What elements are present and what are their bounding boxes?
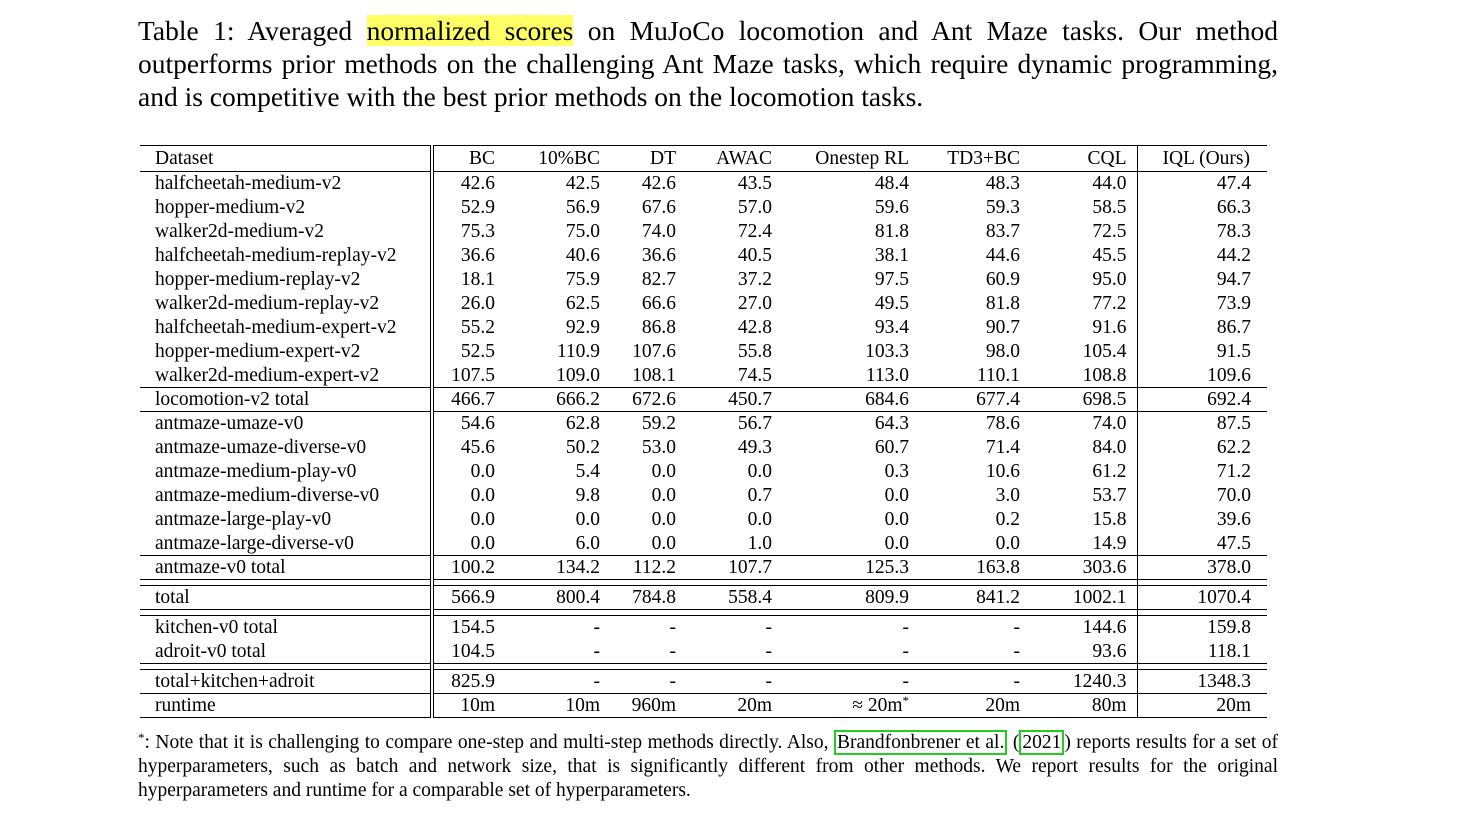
score-cell: 78.6	[920, 412, 1032, 436]
score-cell: 90.7	[985, 317, 1020, 338]
score-cell: 684.6	[780, 388, 920, 412]
score-cell: 0.0	[651, 485, 676, 506]
score-cell: 800.4	[502, 586, 606, 610]
score-cell: -	[593, 640, 600, 662]
dataset-name-cell: walker2d-medium-v2	[140, 220, 432, 244]
score-cell: 47.4	[1216, 173, 1251, 195]
score-cell: 0.0	[651, 532, 676, 554]
dataset-name-cell: antmaze-umaze-diverse-v0	[140, 436, 432, 460]
score-cell: 74.0	[641, 221, 676, 242]
score-cell: 49.3	[737, 437, 772, 458]
dataset-name-cell: kitchen-v0 total	[140, 616, 432, 640]
score-cell: 74.0	[1032, 412, 1137, 436]
score-cell: 80m	[1032, 694, 1137, 718]
score-cell: -	[683, 616, 780, 640]
dataset-name-cell: halfcheetah-medium-expert-v2	[140, 316, 432, 340]
score-cell: 15.8	[1032, 508, 1137, 532]
score-cell: 0.0	[651, 461, 676, 482]
score-cell: 42.6	[641, 173, 676, 195]
dataset-name-cell: walker2d-medium-expert-v2	[140, 364, 432, 388]
score-cell: 105.4	[1032, 340, 1137, 364]
score-cell: 59.3	[985, 197, 1020, 218]
score-cell: 159.8	[1137, 616, 1267, 640]
dataset-name-cell: antmaze-large-diverse-v0	[140, 532, 432, 556]
score-cell: 61.2	[1032, 460, 1137, 484]
score-cell: 48.4	[874, 173, 909, 195]
score-cell: 100.2	[432, 556, 502, 580]
score-cell: 163.8	[920, 556, 1032, 580]
dataset-name-cell: runtime	[140, 694, 432, 718]
score-cell: 56.9	[565, 197, 600, 218]
dataset-name-cell: halfcheetah-medium-v2	[140, 172, 432, 196]
score-cell: 672.6	[606, 388, 683, 412]
score-cell: 103.3	[865, 341, 909, 362]
score-cell: 98.0	[985, 341, 1020, 362]
score-cell: 53.0	[641, 437, 676, 458]
caption-suffix: on MuJoCo locomotion and Ant Maze tasks. Our method outperforms prior methods on the challenging Ant Maze tasks, which require dynamic programming, and is competitive with the best prior methods on the locomotion tasks.	[138, 15, 1278, 112]
score-cell: 78.3	[1216, 221, 1251, 242]
table-header-row	[140, 146, 1267, 172]
caption-prefix: Table 1: Averaged	[138, 15, 367, 46]
citation-author-link[interactable]: Brandfonbrener et al.	[834, 730, 1007, 755]
score-cell: 81.8	[985, 293, 1020, 314]
footnote-text-2: reports results for a set of hyperparameters, such as batch and network size, that is significantly different from other methods. We report results for the original hyperparameters and runtime for a comparable set of hyperparameters.	[138, 732, 1279, 801]
score-cell: 113.0	[865, 364, 909, 386]
score-cell: 5.4	[575, 461, 600, 482]
dataset-name-cell: antmaze-v0 total	[140, 556, 432, 580]
score-cell: 0.0	[470, 485, 495, 506]
score-cell: 40.5	[737, 245, 772, 266]
score-cell: 303.6	[1032, 556, 1137, 580]
score-cell: 0.2	[995, 509, 1020, 530]
score-cell: 0.0	[884, 509, 909, 530]
score-cell: 44.6	[985, 245, 1020, 266]
score-cell: 558.4	[683, 586, 780, 610]
table-body	[140, 172, 1267, 718]
score-cell: 70.0	[1216, 485, 1251, 506]
score-cell: 86.8	[641, 317, 676, 338]
score-cell: 20m	[1137, 694, 1267, 718]
score-cell: 84.0	[1032, 436, 1137, 460]
score-cell: 71.4	[985, 437, 1020, 458]
dataset-name-cell: hopper-medium-v2	[140, 196, 432, 220]
table-row	[140, 640, 1267, 664]
table-row	[140, 436, 1267, 460]
score-cell: 809.9	[780, 586, 920, 610]
score-cell: 108.1	[632, 364, 676, 386]
dataset-name-cell: antmaze-medium-play-v0	[140, 460, 432, 484]
score-cell: 91.5	[1216, 341, 1251, 362]
score-cell: 82.7	[641, 269, 676, 290]
score-cell: 0.0	[747, 509, 772, 530]
score-cell: 1.0	[747, 532, 772, 554]
score-cell: 107.5	[451, 364, 495, 386]
header-dt: DT	[606, 146, 683, 172]
score-cell: 77.2	[1032, 292, 1137, 316]
score-cell: ≈ 20m*	[780, 694, 920, 718]
header-onestep-rl: Onestep RL	[780, 146, 920, 172]
score-cell: 118.1	[1207, 640, 1251, 662]
score-cell: 45.5	[1032, 244, 1137, 268]
score-cell: 698.5	[1032, 388, 1137, 412]
score-cell: 378.0	[1137, 556, 1267, 580]
score-cell: 666.2	[502, 388, 606, 412]
score-cell: 75.0	[565, 221, 600, 242]
score-cell: 44.2	[1216, 245, 1251, 266]
score-cell: -	[920, 670, 1032, 694]
dataset-name-cell: antmaze-umaze-v0	[140, 412, 432, 436]
citation-year-link[interactable]: 2021	[1019, 730, 1064, 755]
footnote-marker: *	[138, 730, 145, 745]
score-cell: 27.0	[737, 293, 772, 314]
score-cell: 0.0	[884, 532, 909, 554]
dataset-name-cell: hopper-medium-replay-v2	[140, 268, 432, 292]
score-cell: 64.3	[780, 412, 920, 436]
score-cell: 1348.3	[1137, 670, 1267, 694]
score-cell: 0.7	[747, 485, 772, 506]
score-cell: 53.7	[1032, 484, 1137, 508]
score-cell: 109.6	[1207, 364, 1251, 386]
score-cell: 134.2	[502, 556, 606, 580]
score-cell: 0.0	[470, 532, 495, 554]
score-cell: 1240.3	[1032, 670, 1137, 694]
table-row	[140, 556, 1267, 580]
footnote-text-1: : Note that it is challenging to compare one-step and multi-step methods directly. Also,	[144, 732, 834, 753]
score-cell: 0.0	[747, 461, 772, 482]
score-cell: 75.9	[565, 269, 600, 290]
score-cell: 107.6	[632, 341, 676, 362]
score-cell: 10m	[432, 694, 502, 718]
score-cell: 0.3	[884, 461, 909, 482]
score-cell: 37.2	[737, 269, 772, 290]
score-cell: 104.5	[451, 640, 495, 662]
score-cell: 154.5	[432, 616, 502, 640]
score-cell: -	[502, 670, 606, 694]
score-cell: 48.3	[985, 173, 1020, 195]
score-cell: 38.1	[874, 245, 909, 266]
score-cell: 26.0	[460, 293, 495, 314]
score-cell: -	[669, 640, 676, 662]
header-awac: AWAC	[683, 146, 780, 172]
score-cell: 66.3	[1216, 197, 1251, 218]
score-cell: -	[780, 616, 920, 640]
score-cell: 110.9	[556, 341, 600, 362]
score-cell: 0.0	[470, 509, 495, 530]
table-row	[140, 292, 1267, 316]
score-cell: 62.5	[565, 293, 600, 314]
header-dataset: Dataset	[140, 146, 432, 172]
score-cell: 0.0	[884, 485, 909, 506]
score-cell: 59.6	[874, 197, 909, 218]
score-cell: 10.6	[985, 461, 1020, 482]
runtime-footnote-marker: *	[902, 693, 909, 708]
dataset-name-cell: antmaze-large-play-v0	[140, 508, 432, 532]
score-cell: 54.6	[432, 412, 502, 436]
score-cell: 841.2	[920, 586, 1032, 610]
score-cell: 42.5	[565, 173, 600, 195]
score-cell: 50.2	[565, 437, 600, 458]
footnote: *: Note that it is challenging to compare one-step and multi-step methods directly. Also, Brandfonbrener et al. ( 2021 ) reports results for a set of hyperparameters, such as batch and network size, that is significantly different from other methods. We report results for the original hyperparameters and runtime for a comparable set of hyperparameters.	[138, 730, 1279, 801]
score-cell: -	[606, 616, 683, 640]
score-cell: 44.0	[1032, 172, 1137, 196]
score-cell: 1070.4	[1137, 586, 1267, 610]
score-cell: 566.9	[432, 586, 502, 610]
score-cell: 466.7	[432, 388, 502, 412]
score-cell: 72.5	[1032, 220, 1137, 244]
score-cell: 39.6	[1216, 509, 1251, 530]
score-cell: 62.2	[1216, 437, 1251, 458]
score-cell: 0.0	[651, 509, 676, 530]
score-cell: 66.6	[641, 293, 676, 314]
table-caption	[138, 14, 1278, 113]
score-cell: 71.2	[1216, 461, 1251, 482]
score-cell: 125.3	[780, 556, 920, 580]
score-cell: 960m	[606, 694, 683, 718]
score-cell: 43.5	[737, 173, 772, 195]
score-cell: 450.7	[683, 388, 780, 412]
score-cell: -	[502, 616, 606, 640]
score-cell: 10m	[502, 694, 606, 718]
score-cell: -	[683, 670, 780, 694]
score-cell: 74.5	[737, 364, 772, 386]
table-row	[140, 616, 1267, 640]
score-cell: 52.5	[460, 341, 495, 362]
score-cell: 6.0	[575, 532, 600, 554]
score-cell: 57.0	[737, 197, 772, 218]
score-cell: 93.6	[1032, 640, 1137, 664]
score-cell: 36.6	[460, 245, 495, 266]
score-cell: 55.2	[460, 317, 495, 338]
header-iql: IQL (Ours)	[1137, 146, 1267, 172]
score-cell: 110.1	[976, 364, 1020, 386]
score-cell: 42.8	[737, 317, 772, 338]
score-cell: -	[902, 640, 909, 662]
dataset-name-cell: walker2d-medium-replay-v2	[140, 292, 432, 316]
header-bc: BC	[432, 146, 502, 172]
score-cell: 60.9	[985, 269, 1020, 290]
score-cell: 94.7	[1216, 269, 1251, 290]
score-cell: 72.4	[737, 221, 772, 242]
header-td3bc: TD3+BC	[920, 146, 1032, 172]
table-row	[140, 364, 1267, 388]
score-cell: 0.0	[575, 509, 600, 530]
table-row	[140, 340, 1267, 364]
score-cell: 1002.1	[1032, 586, 1137, 610]
score-cell: 87.5	[1137, 412, 1267, 436]
dataset-name-cell: halfcheetah-medium-replay-v2	[140, 244, 432, 268]
score-cell: 52.9	[460, 197, 495, 218]
score-cell: 9.8	[575, 485, 600, 506]
header-10bc: 10%BC	[502, 146, 606, 172]
score-cell: 67.6	[641, 197, 676, 218]
dataset-name-cell: total	[140, 586, 432, 610]
score-cell: 49.5	[874, 293, 909, 314]
score-cell: 825.9	[432, 670, 502, 694]
score-cell: 144.6	[1032, 616, 1137, 640]
score-cell: 45.6	[460, 437, 495, 458]
score-cell: 93.4	[874, 317, 909, 338]
score-cell: 784.8	[606, 586, 683, 610]
score-cell: -	[606, 670, 683, 694]
dataset-name-cell: hopper-medium-expert-v2	[140, 340, 432, 364]
score-cell: 55.8	[737, 341, 772, 362]
dataset-name-cell: antmaze-medium-diverse-v0	[140, 484, 432, 508]
score-cell: 97.5	[874, 269, 909, 290]
table-row	[140, 694, 1267, 718]
score-cell: 109.0	[556, 364, 600, 386]
dataset-name-cell: adroit-v0 total	[140, 640, 432, 664]
table-row	[140, 670, 1267, 694]
score-cell: 20m	[920, 694, 1032, 718]
table-row	[140, 220, 1267, 244]
score-cell: 677.4	[920, 388, 1032, 412]
table-row	[140, 268, 1267, 292]
score-cell: 62.8	[502, 412, 606, 436]
score-cell: 83.7	[985, 221, 1020, 242]
score-cell: 92.9	[565, 317, 600, 338]
score-cell: 56.7	[683, 412, 780, 436]
score-cell: 20m	[683, 694, 780, 718]
score-cell: 60.7	[874, 437, 909, 458]
dataset-name-cell: locomotion-v2 total	[140, 388, 432, 412]
table-row	[140, 316, 1267, 340]
score-cell: 0.0	[470, 461, 495, 482]
score-cell: 36.6	[641, 245, 676, 266]
score-cell: 81.8	[874, 221, 909, 242]
score-cell: -	[1013, 640, 1020, 662]
score-cell: 73.9	[1216, 293, 1251, 314]
table-row	[140, 508, 1267, 532]
table-row	[140, 532, 1267, 556]
score-cell: 0.0	[995, 532, 1020, 554]
score-cell: 107.7	[683, 556, 780, 580]
score-cell: 91.6	[1032, 316, 1137, 340]
score-cell: 108.8	[1032, 364, 1137, 388]
score-cell: 59.2	[606, 412, 683, 436]
score-cell: 112.2	[606, 556, 683, 580]
score-cell: 58.5	[1032, 196, 1137, 220]
score-cell: -	[765, 640, 772, 662]
table-row	[140, 412, 1267, 436]
dataset-name-cell: total+kitchen+adroit	[140, 670, 432, 694]
table-row	[140, 196, 1267, 220]
table-row	[140, 388, 1267, 412]
results-table	[140, 145, 1267, 718]
table-row	[140, 244, 1267, 268]
table-row	[140, 172, 1267, 196]
header-cql: CQL	[1032, 146, 1137, 172]
score-cell: 692.4	[1137, 388, 1267, 412]
score-cell: 42.6	[460, 173, 495, 195]
score-cell: -	[920, 616, 1032, 640]
score-cell: 95.0	[1032, 268, 1137, 292]
score-cell: 3.0	[995, 485, 1020, 506]
score-cell: 14.9	[1032, 532, 1137, 556]
table-row	[140, 484, 1267, 508]
table-row	[140, 460, 1267, 484]
score-cell: 18.1	[460, 269, 495, 290]
score-cell: 75.3	[460, 221, 495, 242]
score-cell: 47.5	[1216, 532, 1251, 554]
score-cell: 40.6	[565, 245, 600, 266]
score-cell: 86.7	[1216, 317, 1251, 338]
score-cell: -	[780, 670, 920, 694]
table-row	[140, 586, 1267, 610]
caption-highlight: normalized scores	[366, 15, 574, 46]
